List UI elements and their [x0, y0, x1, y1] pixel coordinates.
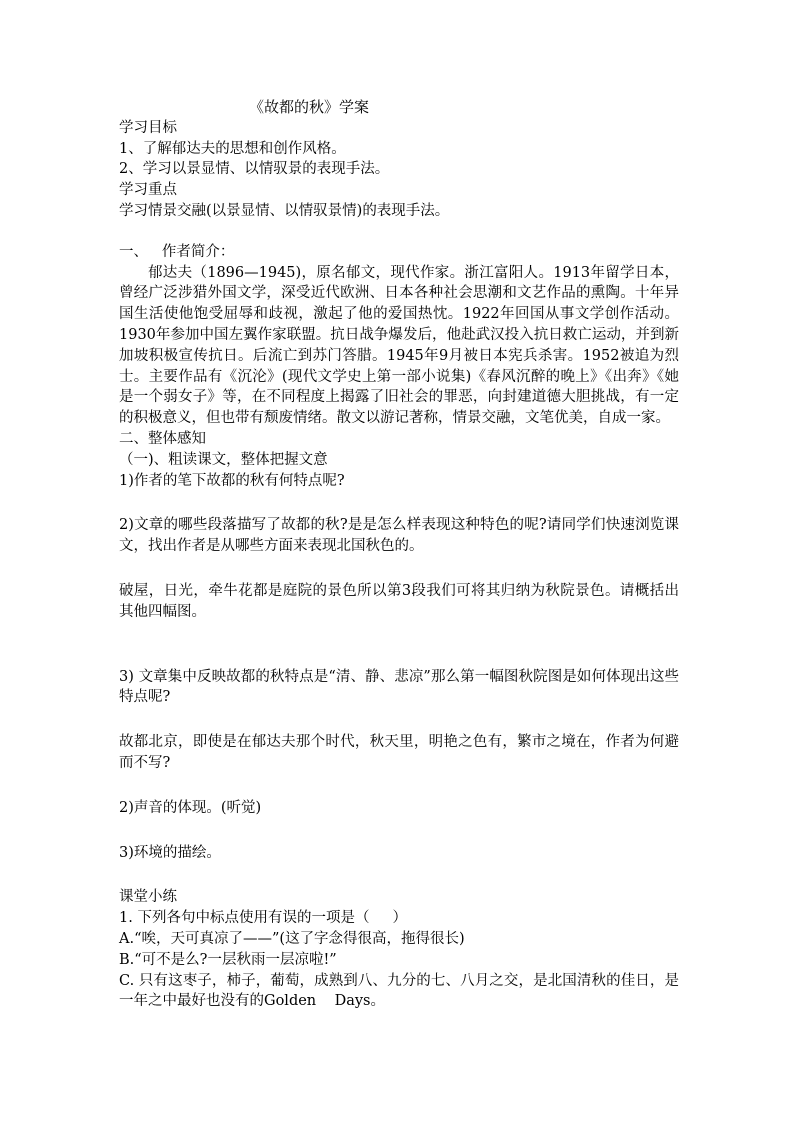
exercise-option-b: B.“可不是么?一层秋雨一层凉啦!”	[119, 951, 337, 968]
exercise-option-c: C. 只有这枣子，柿子，葡萄，成熟到八、九分的七、八月之交，是北国清秋的佳日，是一年之中最好也没有的Golden Days。	[119, 972, 679, 1010]
question-2: 2)文章的哪些段落描写了故都的秋?是是怎么样表现这种特色的呢?请同学们快速浏览课文，找出作者是从哪些方面来表现北国秋色的。	[119, 517, 679, 555]
objective-item: 2、学习以景显情、以情驭景的表现手法。	[119, 161, 390, 178]
key-points-text: 学习情景交融(以景显情、以情驭景情)的表现手法。	[119, 202, 450, 219]
paragraph-courtyard: 破屋，日光，牵牛花都是庭院的景色所以第3段我们可将其归纳为秋院景色。请概括出其他四幅图。	[119, 582, 679, 620]
question-1: 1)作者的笔下故都的秋有何特点呢?	[119, 472, 345, 489]
document-title: 《故都的秋》学案	[249, 98, 370, 116]
objective-item: 1、了解郁达夫的思想和创作风格。	[119, 140, 346, 157]
author-heading: 一、 作者简介：	[119, 243, 235, 260]
paragraph-beijing: 故都北京，即使是在郁达夫那个时代，秋天里，明艳之色有，繁市之境在，作者为何避而不写?	[119, 734, 679, 771]
exercise-question-1: 1. 下列各句中标点使用有误的一项是（ ）	[119, 910, 407, 927]
objectives-heading: 学习目标	[119, 119, 177, 136]
overview-subheading: （一)、粗读课文，整体把握文意	[119, 451, 328, 468]
exercise-heading: 课堂小练	[119, 889, 177, 906]
document-body	[119, 97, 679, 1012]
author-bio: 郁达夫（1896—1945)，原名郁文，现代作家。浙江富阳人。1913年留学日本，曾经广泛涉猎外国文学，深受近代欧洲、日本各种社会思潮和文艺作品的熏陶。十年异国生活使他饱受屈辱和歧视，激起了他的爱国热忱。1922年回国从事文学创作活动。1930年参加中国左翼作家联盟。抗日战争爆发后，他赴武汉投入抗日救亡运动，并到新加坡积极宣传抗日。后流亡到苏门答腊。1945年9月被日本宪兵杀害。1952被追为烈士。主要作品有《沉沦》(现代文学史上第一部小说集)《春风沉醉的晚上》《出奔》《她是一个弱女子》等，在不同程度上揭露了旧社会的罪恶，向封建道德大胆挑战，有一定的积极意义，但也带有颓废情绪。散文以游记著称，情景交融，文笔优美，自成一家。	[119, 264, 679, 427]
question-3: 3) 文章集中反映故都的秋特点是“清、静、悲凉”那么第一幅图秋院图是如何体现出这些特点呢?	[119, 668, 679, 706]
key-points-heading: 学习重点	[119, 182, 177, 199]
exercise-option-a: A.“唉，天可真凉了——”(这了字念得很高，拖得很长)	[119, 930, 465, 947]
paragraph-environment: 3)环境的描绘。	[119, 844, 221, 861]
overview-heading: 二、整体感知	[119, 430, 206, 447]
paragraph-sound: 2)声音的体现。(听觉)	[119, 799, 262, 816]
